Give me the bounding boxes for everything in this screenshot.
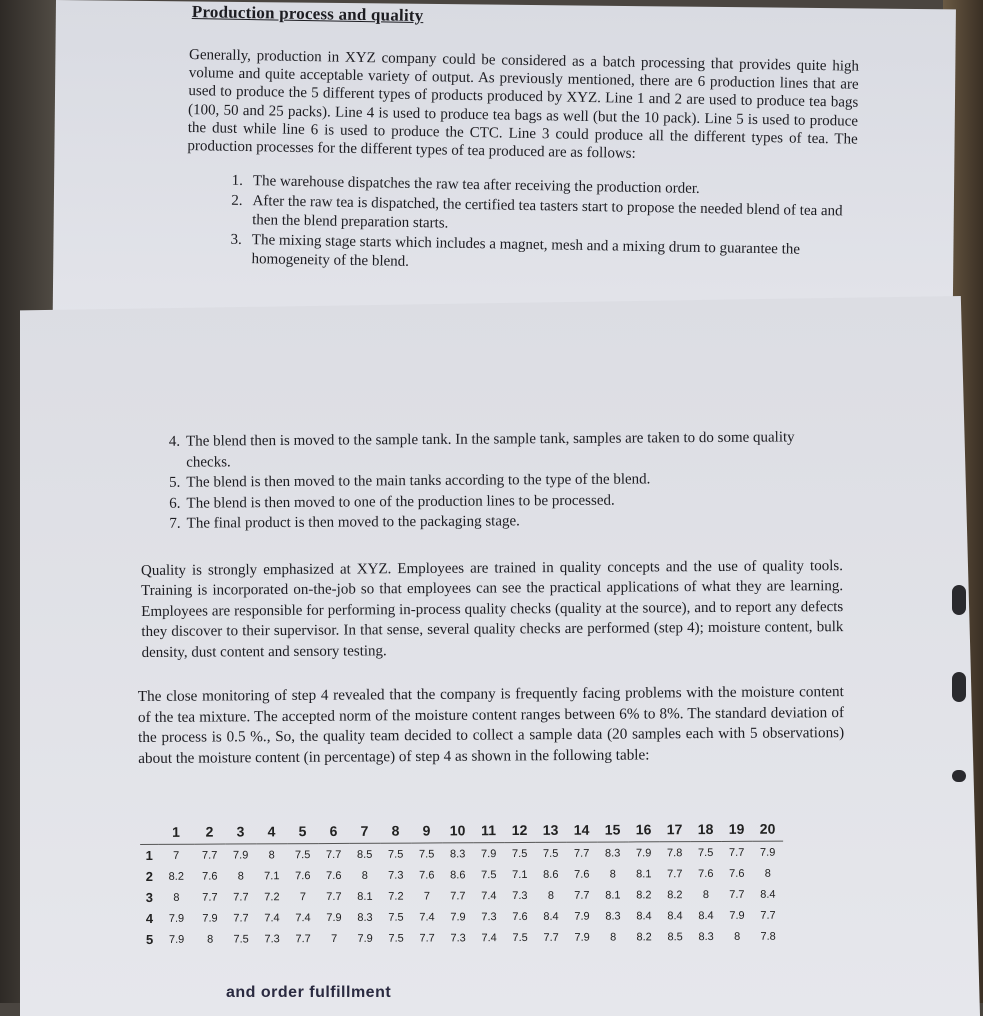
step-text: The blend is then moved to the main tanks according to the type of the blend. (186, 471, 651, 491)
table-cell: 7.5 (690, 841, 721, 863)
step-number: 3. (230, 231, 242, 248)
punch-hole (952, 672, 966, 702)
table-cell: 7.6 (202, 870, 218, 883)
table-cell: 8.2 (636, 930, 652, 943)
table-cell: 8 (734, 930, 741, 943)
sample-column-header: 20 (759, 820, 776, 837)
table-cell: 7.3 (264, 932, 280, 945)
table-cell: 7.6 (574, 868, 590, 881)
observation-row-header: 2 (145, 868, 153, 884)
sample-column-header: 2 (205, 823, 214, 840)
sample-column-header: 17 (666, 821, 683, 838)
table-cell: 7.5 (481, 868, 497, 881)
table-cell: 8.3 (605, 909, 621, 923)
table-cell: 8 (547, 889, 554, 902)
table-cell: 7.5 (512, 931, 528, 944)
table-cell: 7.5 (287, 844, 318, 866)
table-cell: 8 (361, 869, 368, 882)
table-cell: 7.7 (729, 888, 745, 901)
table-cell: 7.8 (659, 842, 690, 864)
sample-column-header: 6 (329, 822, 338, 840)
table-cell: 7.9 (752, 841, 783, 863)
table-cell: 7.9 (450, 910, 466, 923)
table-cell: 7.3 (481, 910, 497, 923)
section-heading: Production process and quality (191, 2, 424, 26)
table-cell: 8 (207, 933, 214, 946)
table-cell: 7.9 (225, 844, 256, 866)
table-cell: 8.4 (698, 909, 714, 922)
table-cell: 7.4 (481, 931, 497, 944)
table-cell: 7 (299, 890, 306, 903)
table-cell: 8.1 (605, 888, 621, 902)
table-cell: 7.3 (450, 931, 466, 944)
table-cell: 7.5 (535, 842, 566, 864)
table-cell: 7.4 (295, 911, 311, 924)
step-number: 7. (169, 515, 181, 532)
process-steps-list-bottom (136, 427, 843, 534)
page-bottom-content (136, 427, 844, 769)
sample-column-header: 13 (542, 821, 559, 838)
sample-column-header: 15 (604, 821, 621, 838)
observation-row-header: 4 (145, 910, 154, 926)
table-row (141, 926, 784, 950)
table-cell: 7.7 (318, 843, 349, 865)
table-cell: 7 (423, 889, 430, 903)
sample-column-header: 14 (573, 821, 590, 838)
step-number: 4. (168, 433, 181, 450)
table-cell: 8.6 (450, 868, 466, 881)
table-cell: 7.9 (168, 912, 185, 925)
table-header-row (140, 817, 783, 845)
observation-row-header: 1 (140, 844, 158, 866)
table-cell: 8.2 (168, 870, 184, 883)
table-cell: 8.4 (760, 888, 776, 901)
step-number: 5. (169, 474, 181, 491)
table-cell: 8.3 (698, 930, 714, 943)
table-cell: 8.2 (636, 888, 652, 901)
table-cell: 8 (237, 869, 244, 882)
step-text: The blend then is moved to the sample tank. In the sample tank, samples are taken to do some quality checks. (186, 429, 795, 471)
table-cell: 7.7 (202, 891, 218, 904)
table-cell: 7.7 (233, 890, 249, 904)
step-text: After the raw tea is dispatched, the certified tea tasters start to propose the needed blend of tea and then the blend preparation starts. (252, 192, 843, 232)
table-cell: 8.4 (543, 910, 559, 923)
table-cell: 7.7 (295, 932, 311, 945)
table-cell: 7.7 (543, 931, 559, 944)
table-cell: 7.7 (233, 911, 249, 925)
table-cell: 7.5 (380, 843, 411, 865)
table-cell: 8.2 (667, 888, 683, 901)
step-text: The blend is then moved to one of the production lines to be processed. (186, 492, 615, 512)
sample-column-header: 3 (236, 823, 245, 840)
table-cell: 7.2 (264, 890, 280, 903)
table-cell: 8.5 (349, 843, 380, 865)
step-number: 2. (231, 192, 243, 209)
sample-column-header: 16 (635, 821, 652, 838)
sample-column-header: 5 (298, 823, 307, 840)
table-cell: 7.5 (504, 842, 535, 864)
punch-hole (952, 585, 966, 615)
observation-row-header: 3 (145, 889, 154, 905)
step-number: 6. (169, 495, 181, 512)
page-top-content (185, 2, 860, 280)
table-cell: 7.9 (326, 911, 342, 924)
punch-hole (952, 770, 966, 782)
table-cell: 7.7 (450, 889, 466, 902)
table-cell: 7.1 (264, 869, 280, 882)
table-cell: 7.5 (233, 932, 249, 946)
step-number: 1. (231, 172, 244, 190)
process-step (136, 427, 842, 473)
table-cell: 7.7 (667, 867, 683, 880)
table-cell: 8 (610, 931, 617, 944)
table-cell: 7.6 (729, 867, 745, 880)
monitoring-paragraph: The close monitoring of step 4 revealed that the company is frequently facing problems with the moisture content of the tea mixture. The accepted norm of the moisture content ranges between 6% to 8%. The standard deviation of the process is 0.5 %., So, the quality team decided to collect a sample data (20 samples each with 5 observations) about the moisture content (in percentage) of step 4 as shown in the following table: (137, 683, 845, 767)
table-cell: 7.1 (512, 868, 528, 881)
table-cell: 8.4 (636, 909, 652, 922)
sample-column-header: 12 (511, 821, 528, 839)
cut-off-footer-heading: and order fulfillment (226, 984, 392, 1001)
sample-column-header: 4 (267, 823, 276, 840)
table-cell: 7.6 (698, 867, 714, 880)
table-cell: 7 (158, 844, 194, 866)
table-cell: 7.7 (760, 909, 776, 922)
table-cell: 7.9 (574, 910, 590, 923)
table-cell: 7.7 (419, 931, 435, 945)
table-cell: 7.9 (202, 912, 218, 925)
moisture-data-table (140, 817, 784, 950)
observation-row-header: 5 (145, 931, 154, 947)
quality-paragraph: Quality is strongly emphasized at XYZ. Employees are trained in quality concepts and the use of quality tools. Training is incorporated on-the-job so that employees can see the practical applications of what they are learning. Employees are responsible for performing in-process quality checks (quality at the source), and to report any defects they discover to their supervisor. In that sense, several quality checks are performed (step 4); moisture content, bulk density, dust content and sensory testing. (140, 557, 844, 661)
table-cell: 7.6 (512, 910, 528, 923)
table-cell: 7.4 (264, 911, 280, 924)
sample-column-header: 7 (360, 822, 369, 839)
table-cell: 7.9 (168, 933, 185, 946)
table-cell: 8.3 (442, 843, 473, 865)
table-cell: 8.3 (357, 911, 373, 924)
table-cell: 7.4 (481, 889, 497, 902)
table-cell: 7.8 (760, 930, 776, 943)
sample-column-header: 11 (481, 822, 497, 839)
table-cell: 7.7 (721, 841, 752, 863)
table-cell: 7.5 (411, 843, 442, 865)
table-cell: 8.1 (636, 867, 652, 880)
table-cell: 8 (256, 844, 287, 866)
table-cell: 8.6 (543, 868, 559, 881)
table-cell: 8.3 (597, 842, 628, 864)
table-cell: 7.5 (388, 932, 404, 945)
table-cell: 7 (331, 932, 338, 945)
table-cell: 7.9 (628, 842, 659, 864)
table-cell: 7.6 (295, 869, 311, 882)
process-step (137, 509, 843, 534)
sample-column-header: 9 (422, 822, 431, 839)
table-cell: 7.3 (512, 889, 528, 902)
sample-column-header: 1 (172, 823, 180, 840)
table-cell: 7.9 (729, 909, 745, 922)
table-cell: 7.2 (388, 890, 404, 903)
table-cell: 7.6 (326, 869, 342, 882)
table-cell: 7.7 (326, 890, 342, 903)
table-cell: 7.9 (574, 931, 590, 944)
table-cell: 7.7 (194, 844, 225, 866)
table-cell: 7.6 (419, 868, 435, 882)
sample-column-header: 10 (449, 822, 466, 839)
step-text: The final product is then moved to the packaging stage. (186, 513, 520, 532)
table-cell: 7.4 (419, 910, 435, 924)
table-cell: 8 (173, 891, 180, 904)
sample-column-header: 18 (697, 820, 714, 838)
table-corner-cell (140, 820, 158, 845)
table-cell: 8 (764, 867, 771, 880)
table-cell: 7.3 (388, 869, 404, 882)
table-cell: 7.5 (388, 911, 404, 924)
sample-column-header: 8 (391, 822, 400, 839)
step-text: The warehouse dispatches the raw tea after receiving the production order. (252, 173, 700, 198)
table-cell: 8.4 (667, 909, 683, 922)
table-cell: 8 (609, 868, 616, 881)
sample-column-header: 19 (728, 820, 745, 837)
table-cell: 8.1 (357, 890, 373, 903)
table-cell: 7.7 (566, 842, 597, 864)
table-cell: 7.9 (357, 932, 373, 945)
table-cell: 7.9 (473, 843, 504, 865)
table-cell: 8.5 (667, 930, 683, 943)
step-text: The mixing stage starts which includes a magnet, mesh and a mixing drum to guarantee the homogeneity of the blend. (251, 231, 801, 271)
process-steps-list-top (185, 171, 857, 280)
table-cell: 8 (702, 888, 709, 901)
intro-paragraph: Generally, production in XYZ company could be considered as a batch processing that provides quite high volume and quite acceptable variety of output. As previously mentioned, there are 6 production lines that are used to produce the 5 different types of products produced by XYZ. Line 1 and 2 are used to produce tea bags (100, 50 and 25 packs). Line 4 is used to produce tea bags as well (but the 10 pack). Line 5 is used to produce the dust while line 6 is used to produce the CTC. Line 3 could produce all the different types of tea. The production processes for the different types of tea produced are as follows: (187, 46, 860, 162)
table-cell: 7.7 (574, 889, 590, 902)
